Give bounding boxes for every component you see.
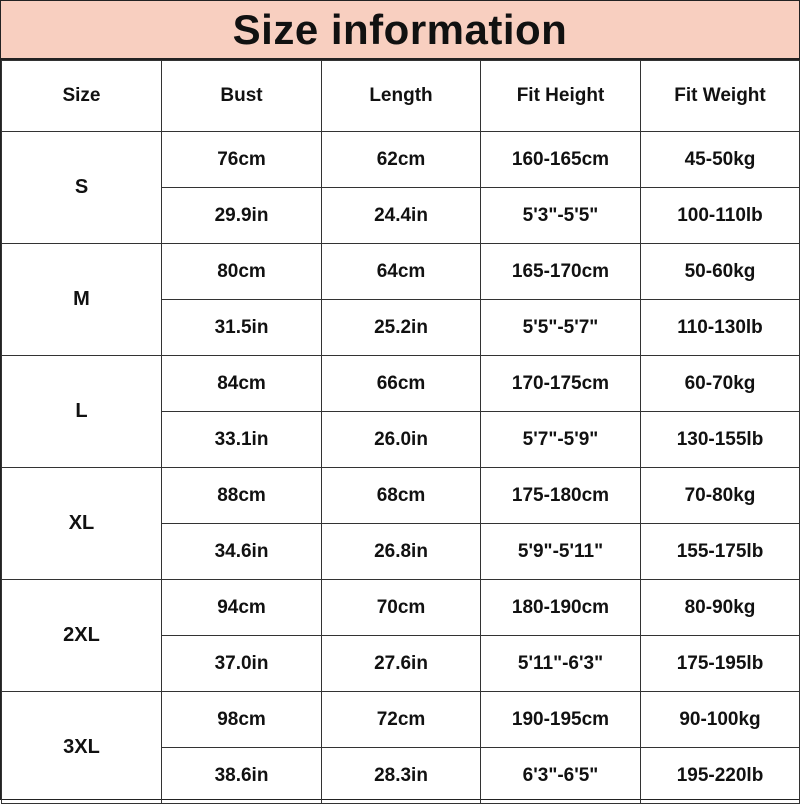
fit-height-ft: 5'9"-5'11" [481,524,641,580]
fit-weight-kg: 90-100kg [641,692,800,748]
length-in: 25.2in [322,300,481,356]
fit-weight-lb: 155-175lb [641,524,800,580]
fit-weight-lb: 110-130lb [641,300,800,356]
table-row [2,692,800,748]
bust-cm: 94cm [162,580,322,636]
bust-in: 31.5in [162,300,322,356]
fit-weight-kg: 45-50kg [641,132,800,188]
length-in: 26.8in [322,524,481,580]
table-row [2,580,800,636]
fit-height-ft: 5'5"-5'7" [481,300,641,356]
length-cm: 62cm [322,132,481,188]
size-table [1,60,800,804]
bust-cm: 80cm [162,244,322,300]
size-table-body [2,132,800,804]
bust-in: 29.9in [162,188,322,244]
fit-height-ft: 6'3"-6'5" [481,748,641,804]
fit-weight-kg: 80-90kg [641,580,800,636]
fit-height-cm: 190-195cm [481,692,641,748]
length-cm: 70cm [322,580,481,636]
fit-weight-lb: 130-155lb [641,412,800,468]
fit-weight-kg: 60-70kg [641,356,800,412]
title-bar [1,1,799,60]
bust-in: 34.6in [162,524,322,580]
length-in: 24.4in [322,188,481,244]
fit-height-ft: 5'7"-5'9" [481,412,641,468]
fit-height-cm: 175-180cm [481,468,641,524]
fit-height-cm: 180-190cm [481,580,641,636]
length-cm: 66cm [322,356,481,412]
header-fit-weight: Fit Weight [641,61,800,132]
table-row [2,468,800,524]
fit-weight-lb: 195-220lb [641,748,800,804]
size-label: L [2,356,162,468]
length-in: 27.6in [322,636,481,692]
fit-weight-lb: 100-110lb [641,188,800,244]
fit-height-cm: 160-165cm [481,132,641,188]
table-row [2,132,800,188]
fit-height-ft: 5'3"-5'5" [481,188,641,244]
length-cm: 64cm [322,244,481,300]
fit-height-cm: 165-170cm [481,244,641,300]
table-row [2,244,800,300]
header-row [2,61,800,132]
bust-cm: 88cm [162,468,322,524]
fit-weight-kg: 50-60kg [641,244,800,300]
length-in: 28.3in [322,748,481,804]
bust-cm: 84cm [162,356,322,412]
table-row [2,356,800,412]
bust-in: 38.6in [162,748,322,804]
size-label: M [2,244,162,356]
length-in: 26.0in [322,412,481,468]
length-cm: 68cm [322,468,481,524]
page-title: Size information [232,5,568,53]
fit-height-ft: 5'11"-6'3" [481,636,641,692]
header-length: Length [322,61,481,132]
bust-cm: 98cm [162,692,322,748]
fit-weight-kg: 70-80kg [641,468,800,524]
size-label: XL [2,468,162,580]
bust-in: 33.1in [162,412,322,468]
header-bust: Bust [162,61,322,132]
length-cm: 72cm [322,692,481,748]
bust-cm: 76cm [162,132,322,188]
size-label: 2XL [2,580,162,692]
size-label: 3XL [2,692,162,804]
fit-weight-lb: 175-195lb [641,636,800,692]
fit-height-cm: 170-175cm [481,356,641,412]
size-label: S [2,132,162,244]
header-size: Size [2,61,162,132]
bust-in: 37.0in [162,636,322,692]
header-fit-height: Fit Height [481,61,641,132]
